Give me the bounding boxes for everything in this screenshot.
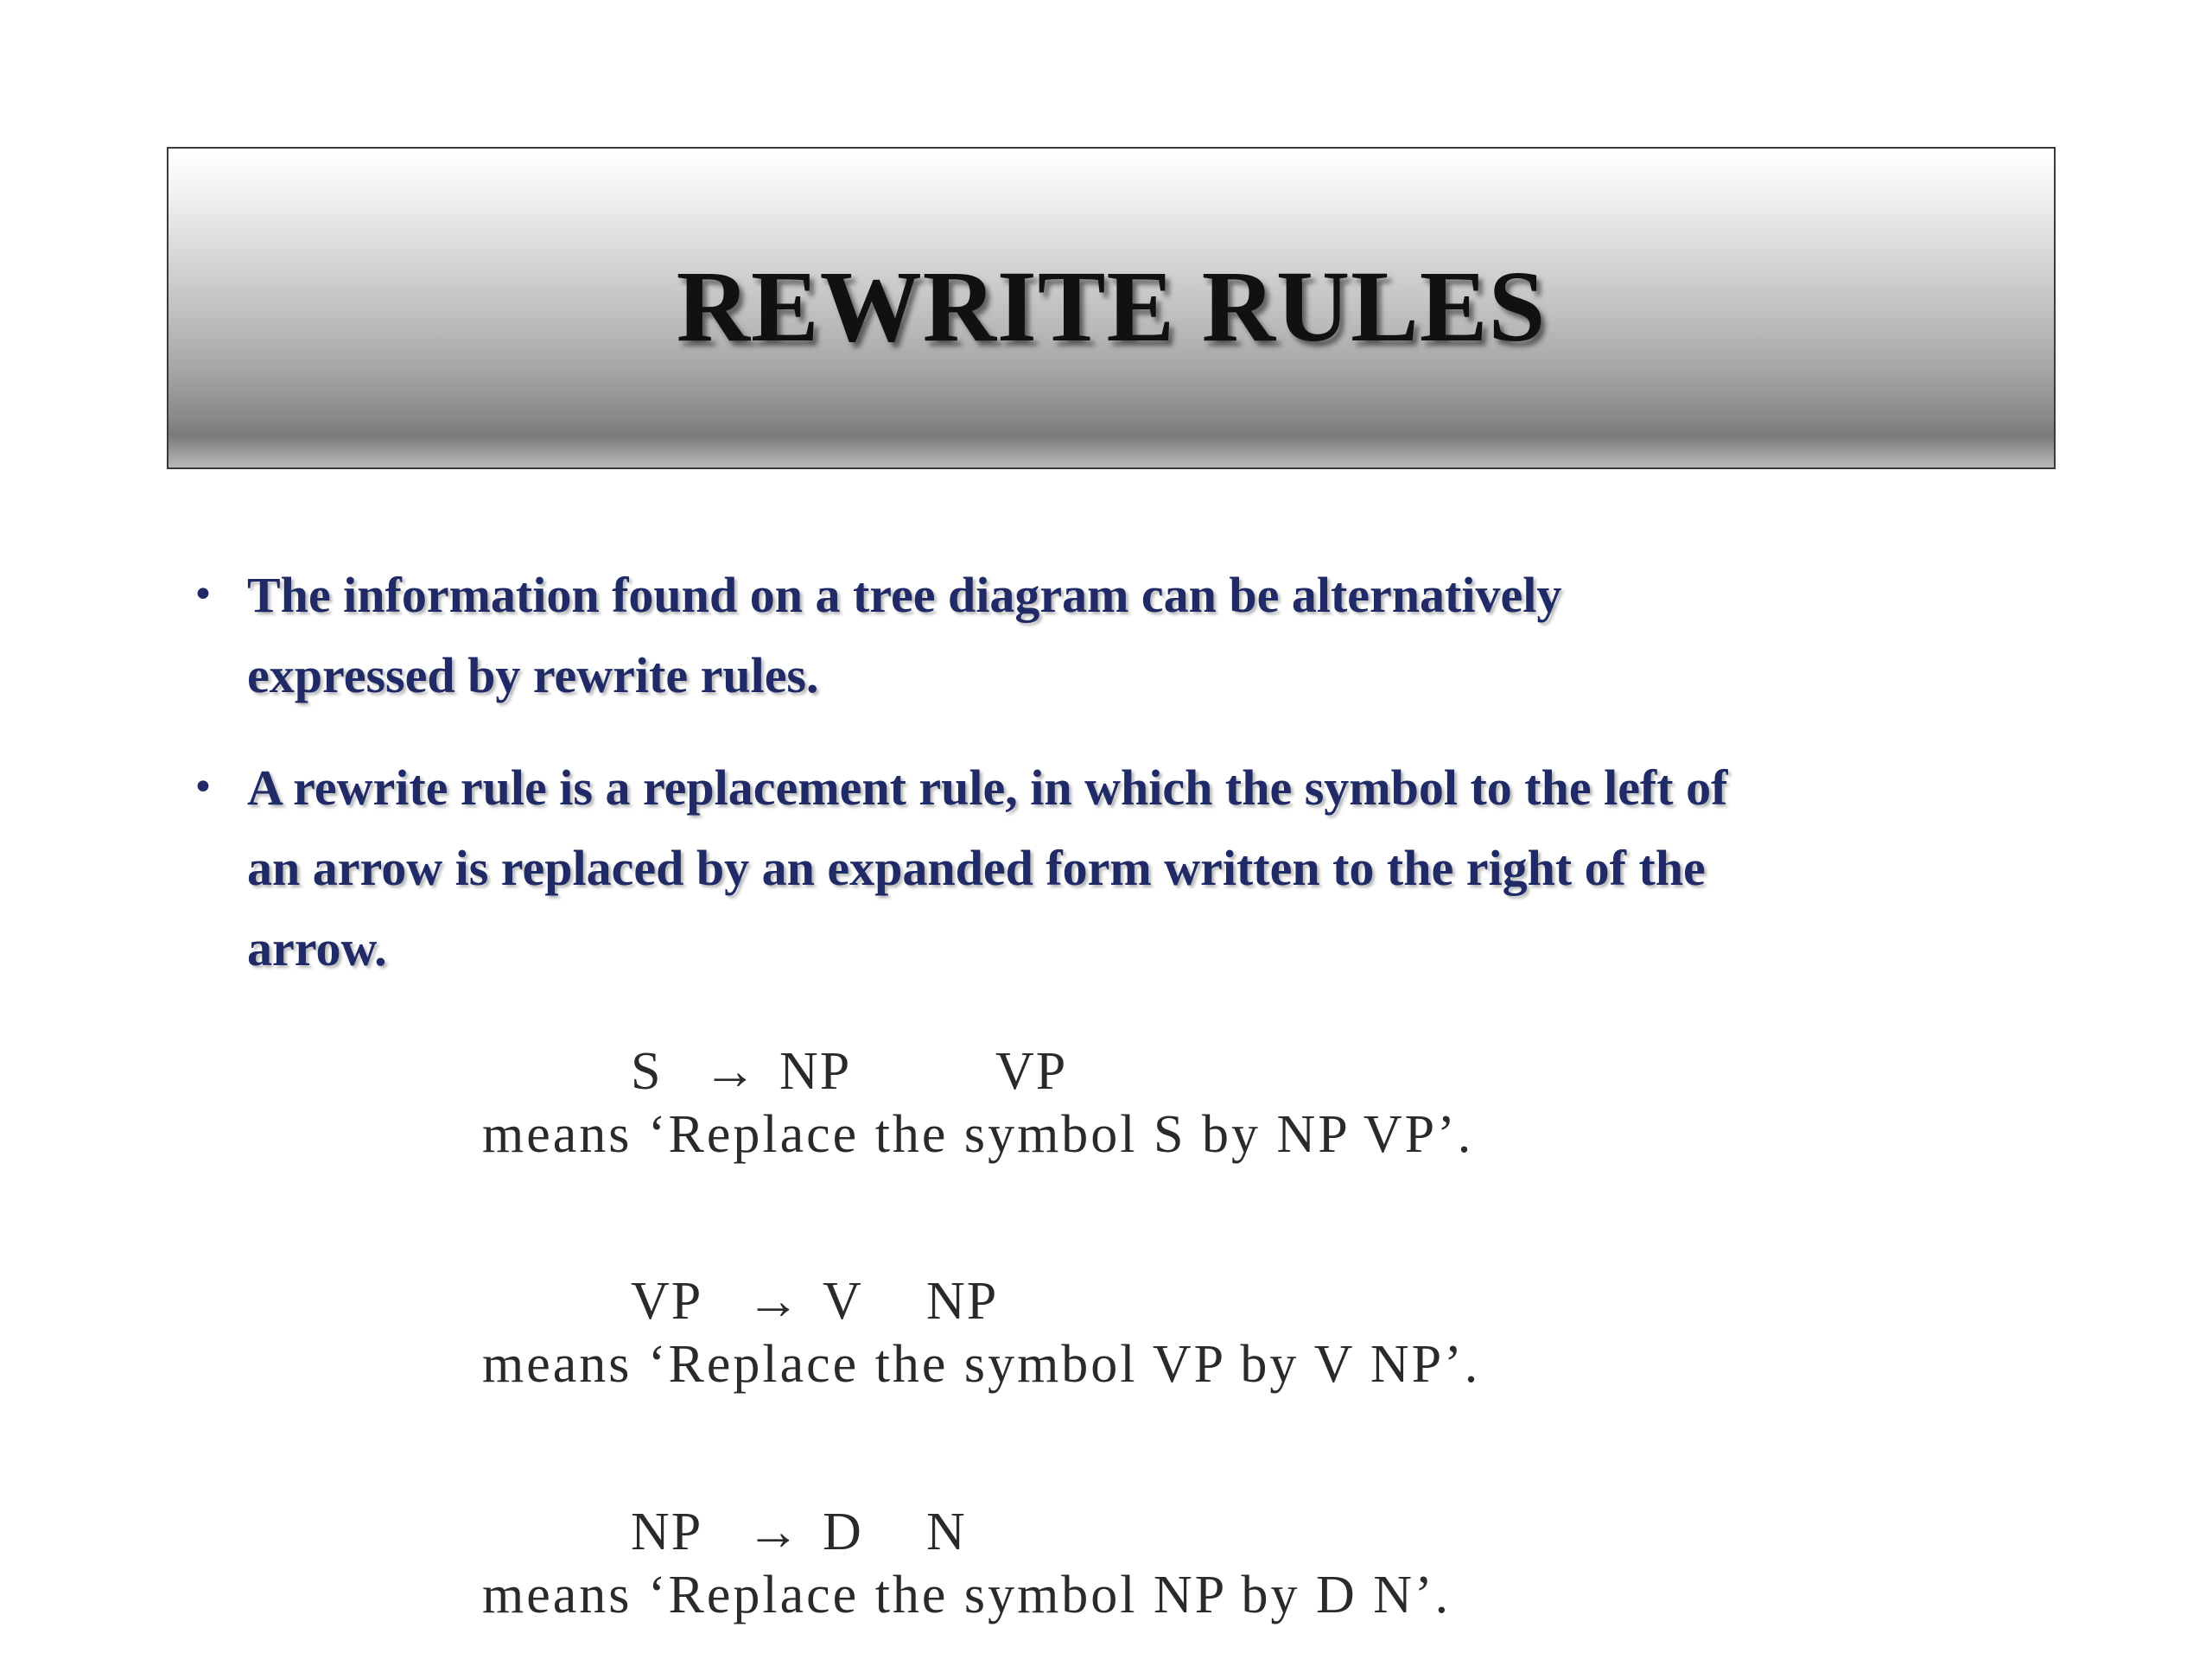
bullet-line: an arrow is replaced by an expanded form written to the right of the	[247, 840, 1706, 896]
bullet-marker-icon: •	[192, 573, 214, 617]
rule-lhs: S	[631, 1042, 663, 1101]
bullet-item	[181, 555, 2082, 715]
rule-meaning: means ‘Replace the symbol NP by D N’.	[482, 1566, 1452, 1624]
rule-rhs-1: NP	[779, 1042, 852, 1101]
bullet-line: The information found on a tree diagram can be alternatively	[247, 567, 1562, 623]
rule-lhs: VP	[631, 1272, 703, 1331]
arrow-icon: →	[703, 1042, 759, 1101]
bullet-line: arrow.	[247, 920, 387, 976]
bullet-line: A rewrite rule is a replacement rule, in which the symbol to the left of	[247, 760, 1728, 816]
bullet-line: expressed by rewrite rules.	[247, 647, 819, 703]
title-banner	[167, 147, 2056, 469]
slide-title: REWRITE RULES	[676, 249, 1547, 363]
rule-lhs: NP	[631, 1503, 703, 1561]
rule-meaning: means ‘Replace the symbol VP by V NP’.	[482, 1335, 1481, 1394]
rule-rhs-2: VP	[995, 1042, 1068, 1101]
arrow-icon: →	[747, 1272, 802, 1331]
rule-meaning: means ‘Replace the symbol S by NP VP’.	[482, 1105, 1474, 1164]
rule-rhs-2: NP	[926, 1272, 999, 1331]
rule-rhs-1: D	[823, 1503, 863, 1561]
arrow-icon: →	[747, 1503, 802, 1561]
bullet-list	[181, 555, 2082, 988]
bullet-item	[181, 747, 2082, 988]
rule-rhs-1: V	[823, 1272, 863, 1331]
bullet-marker-icon: •	[192, 766, 214, 810]
rule-rhs-2: N	[926, 1503, 967, 1561]
